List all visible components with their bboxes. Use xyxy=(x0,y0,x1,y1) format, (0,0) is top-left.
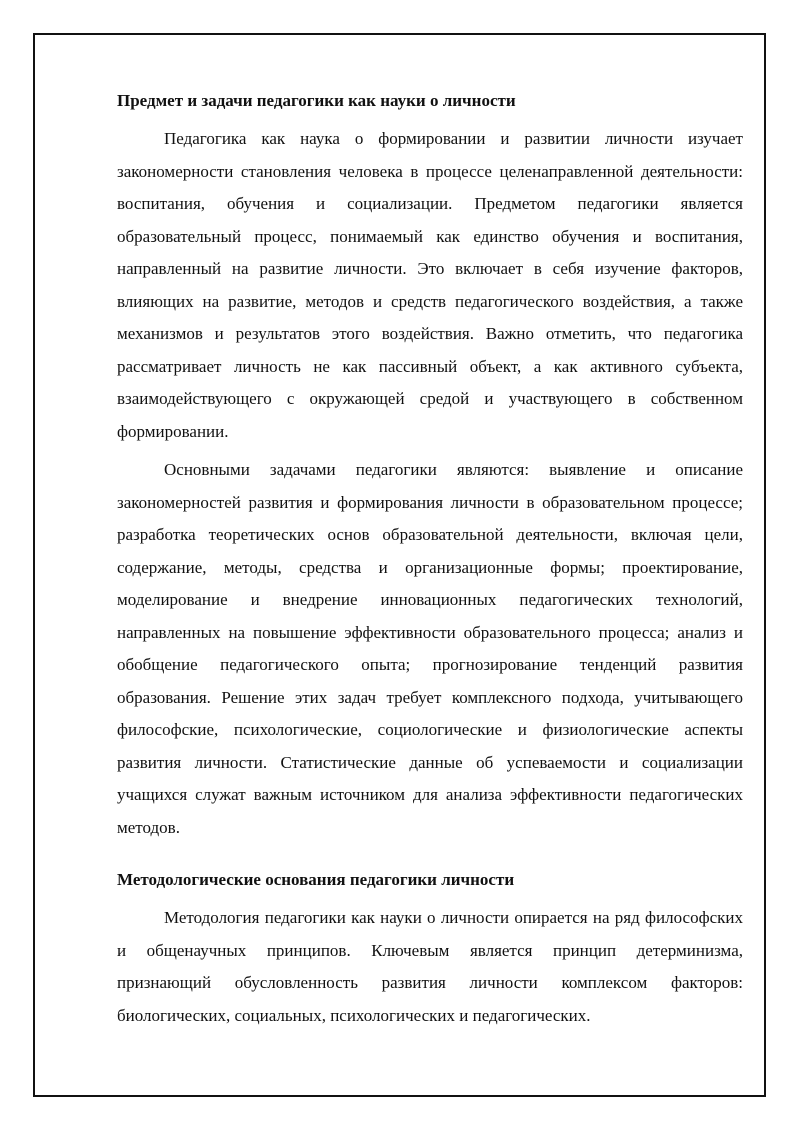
section-heading-subject-and-tasks: Предмет и задачи педагогики как науки о личности xyxy=(117,91,516,110)
page-frame xyxy=(33,33,766,1097)
section-heading-methodology: Методологические основания педагогики личности xyxy=(117,870,515,889)
paragraph-tasks: Основными задачами педагогики являются: выявление и описание закономерностей развития и формирования личности в образовательном процессе; разработка теоретических основ образовательной деятельности, включая цели, содержание, методы, средства и организационные формы; проектирование, моделирование и внедрение инновационных педагогических технологий, направленных на повышение эффективности образовательного процесса; анализ и обобщение педагогического опыта; прогнозирование тенденций развития образования. Решение этих задач требует комплексного подхода, учитывающего философские, психологические, социологические и физиологические аспекты развития личности. Статистические данные об успеваемости и социализации учащихся служат важным источником для анализа эффективности педагогических методов. xyxy=(117,460,743,837)
document-body xyxy=(117,89,743,1038)
paragraph-subject: Педагогика как наука о формировании и развитии личности изучает закономерности становления человека в процессе целенаправленной деятельности: воспитания, обучения и социализации. Предметом педагогики является образовательный процесс, понимаемый как единство обучения и воспитания, направленный на развитие личности. Это включает в себя изучение факторов, влияющих на развитие, методов и средств педагогического воздействия, а также механизмов и результатов этого воздействия. Важно отметить, что педагогика рассматривает личность не как пассивный объект, а как активного субъекта, взаимодействующего с окружающей средой и участвующего в собственном формировании. xyxy=(117,129,743,441)
paragraph-methodology: Методология педагогики как науки о личности опирается на ряд философских и общенаучных принципов. Ключевым является принцип детерминизма, признающий обусловленность развития личности комплексом факторов: биологических, социальных, психологических и педагогических. xyxy=(117,908,743,1025)
